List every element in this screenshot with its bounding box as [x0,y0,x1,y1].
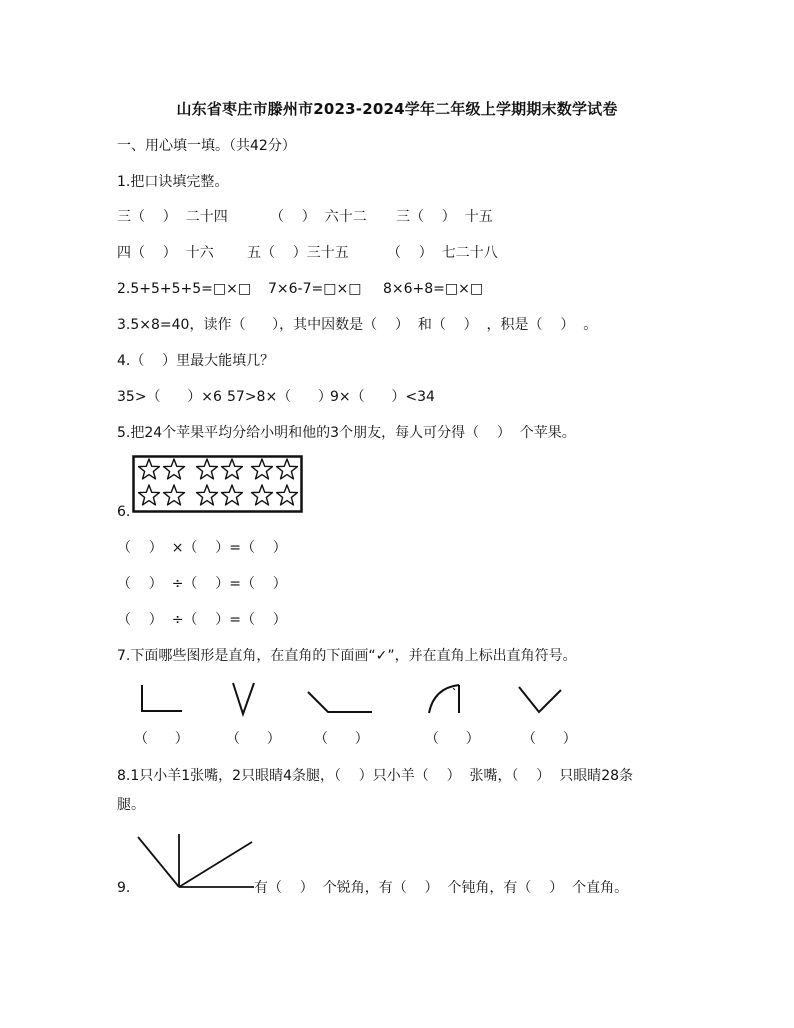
q1-blank-6: （ ） 七二十八 [387,245,498,261]
q1-blank-5: 五（ ）三十五 [247,245,349,261]
angle-figure-4 [426,682,466,716]
q3-text: 3.5×8=40，读作（ ），其中因数是（ ） 和（ ） ，积是（ ） 。 [117,317,598,333]
q1-blank-2: （ ） 六十二 [270,209,367,225]
q7-blank-4: （ ） [425,731,480,747]
q4-item-2: 57>8×（ ） [227,389,332,405]
star-box-figure [132,455,304,515]
q1-blank-4: 四（ ） 十六 [117,245,214,261]
q8-line-1: 8.1只小羊1张嘴，2只眼睛4条腿，（ ）只小羊（ ） 张嘴，（ ） 只眼睛28条 [117,768,634,784]
angle-figure-1 [138,683,186,715]
q9-label: 9. [117,880,131,896]
q6-label: 6. [117,504,131,520]
star-icon [222,485,243,505]
star-icon [277,485,298,505]
q7-blank-3: （ ） [314,731,369,747]
star-icon [164,485,185,505]
q9-text: 有（ ） 个锐角，有（ ） 个钝角，有（ ） 个直角。 [254,880,629,896]
star-icon [222,459,243,479]
star-icon [197,485,218,505]
q7-blank-5: （ ） [522,731,577,747]
q7-prompt: 7.下面哪些图形是直角，在直角的下面画“✓”，并在直角上标出直角符号。 [117,648,577,664]
star-icon [277,459,298,479]
q4-item-1: 35>（ ）×6 [117,389,222,405]
angle-figure-5 [516,684,564,716]
q6-line-2: （ ） ÷（ ）=（ ） [117,576,287,592]
rays-angle-figure [136,832,256,890]
q7-blank-2: （ ） [226,731,281,747]
q7-blank-1: （ ） [134,731,189,747]
q2-item-3: 8×6+8=□×□ [383,281,484,297]
angle-figure-2 [230,681,258,717]
star-icon [252,485,273,505]
q8-line-2: 腿。 [117,797,145,813]
q1-prompt: 1.把口诀填完整。 [117,174,229,190]
q6-line-3: （ ） ÷（ ）=（ ） [117,612,287,628]
star-icon [197,459,218,479]
q1-blank-3: 三（ ） 十五 [396,209,493,225]
section-heading: 一、用心填一填。（共42分） [117,138,296,154]
q2-item-2: 7×6-7=□×□ [268,281,362,297]
star-icon [139,459,160,479]
q4-prompt: 4.（ ）里最大能填几？ [117,353,275,369]
star-icon [164,459,185,479]
star-icon [252,459,273,479]
exam-title: 山东省枣庄市滕州市2023-2024学年二年级上学期期末数学试卷 [176,100,618,118]
angle-figure-3 [306,688,376,716]
q6-line-1: （ ） ×（ ）=（ ） [117,540,287,556]
q5-text: 5.把24个苹果平均分给小明和他的3个朋友，每人可分得（ ） 个苹果。 [117,425,576,441]
star-icon [139,485,160,505]
q4-item-3: 9×（ ）<34 [330,389,435,405]
q2-item-1: 2.5+5+5+5=□×□ [117,281,252,297]
q1-blank-1: 三（ ） 二十四 [117,209,228,225]
